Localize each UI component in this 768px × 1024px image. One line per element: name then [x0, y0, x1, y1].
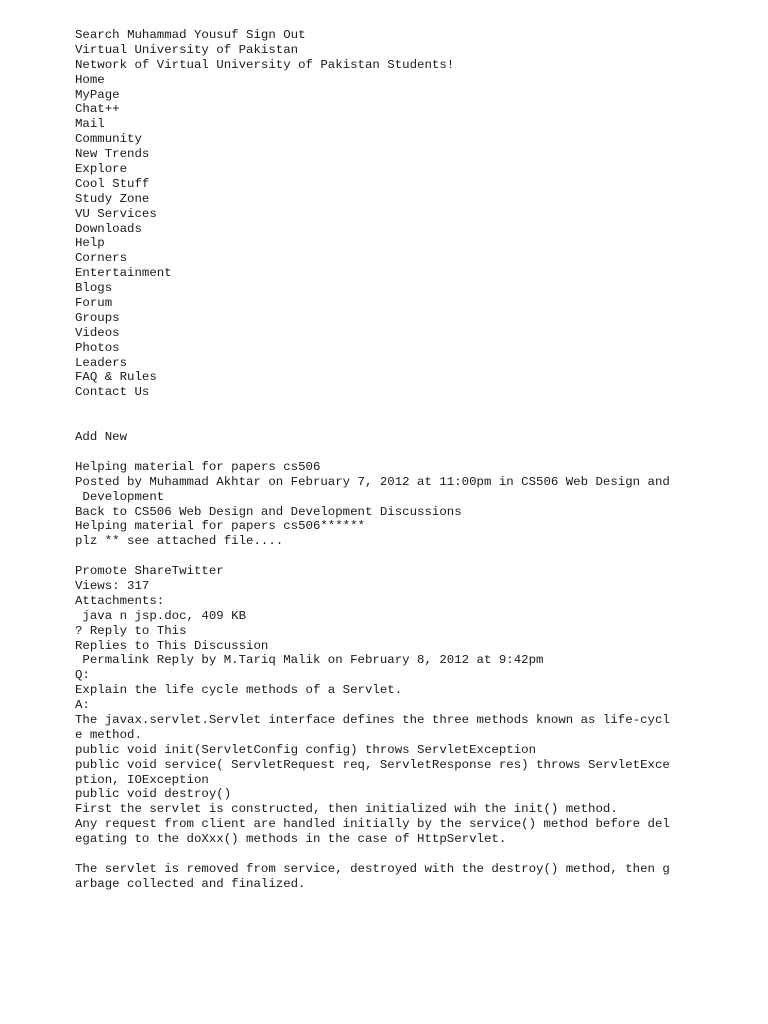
- post-byline-continued: Development: [75, 489, 165, 504]
- nav-item-blogs[interactable]: Blogs: [75, 281, 113, 296]
- nav-item-explore[interactable]: Explore: [75, 162, 128, 177]
- post-byline: Posted by Muhammad Akhtar on February 7, 2012 at 11:00pm in CS506 Web Design and: [75, 474, 670, 489]
- nav-item-photos[interactable]: Photos: [75, 340, 120, 355]
- nav-item-corners[interactable]: Corners: [75, 251, 128, 266]
- add-new-link[interactable]: Add New: [75, 430, 128, 445]
- reply-to-this-link[interactable]: ? Reply to This: [75, 623, 187, 638]
- replies-heading: Replies to This Discussion: [75, 638, 269, 653]
- reply-line: The javax.servlet.Servlet interface defines the three methods known as life-cycl: [75, 712, 670, 727]
- site-tagline: Network of Virtual University of Pakistan Students!: [75, 57, 455, 72]
- reply-line: [75, 847, 685, 862]
- post-meta: [75, 564, 685, 653]
- post-body-title: Helping material for papers cs506******: [75, 519, 365, 534]
- nav-item-mail[interactable]: Mail: [75, 117, 105, 132]
- nav-item-leaders[interactable]: Leaders: [75, 355, 128, 370]
- nav-item-contact-us[interactable]: Contact Us: [75, 385, 150, 400]
- reply-line: A:: [75, 698, 90, 713]
- search-link[interactable]: Search: [75, 28, 120, 42]
- nav-item-downloads[interactable]: Downloads: [75, 221, 142, 236]
- post-title: Helping material for papers cs506: [75, 459, 321, 474]
- reply-line: arbage collected and finalized.: [75, 876, 306, 891]
- main-nav: [75, 73, 685, 401]
- attachment-file-link[interactable]: java n jsp.doc, 409 KB: [75, 608, 247, 623]
- nav-item-entertainment[interactable]: Entertainment: [75, 266, 172, 281]
- reply-line: The servlet is removed from service, destroyed with the destroy() method, then g: [75, 861, 670, 876]
- nav-item-new-trends[interactable]: New Trends: [75, 147, 150, 162]
- site-title[interactable]: Virtual University of Pakistan: [75, 42, 299, 57]
- reply-line: First the servlet is constructed, then initialized wih the init() method.: [75, 802, 618, 817]
- discussion-post: [75, 460, 685, 549]
- nav-item-faq-rules[interactable]: FAQ & Rules: [75, 370, 157, 385]
- spacer: [75, 400, 685, 415]
- nav-item-cool-stuff[interactable]: Cool Stuff: [75, 176, 150, 191]
- user-name-link[interactable]: Muhammad Yousuf: [127, 28, 239, 42]
- page-document: [75, 28, 685, 892]
- reply-permalink-line[interactable]: Permalink Reply by M.Tariq Malik on February 8, 2012 at 9:42pm: [75, 653, 544, 668]
- reply-line: e method.: [75, 727, 142, 742]
- reply-line: public void destroy(): [75, 787, 232, 802]
- nav-item-mypage[interactable]: MyPage: [75, 87, 120, 102]
- nav-item-vu-services[interactable]: VU Services: [75, 206, 157, 221]
- sign-out-link[interactable]: Sign Out: [246, 28, 306, 42]
- nav-item-forum[interactable]: Forum: [75, 296, 113, 311]
- nav-item-videos[interactable]: Videos: [75, 325, 120, 340]
- nav-item-community[interactable]: Community: [75, 132, 142, 147]
- post-body-text: plz ** see attached file....: [75, 534, 284, 549]
- nav-item-home[interactable]: Home: [75, 72, 105, 87]
- promote-share-twitter[interactable]: Promote ShareTwitter: [75, 564, 224, 579]
- attachments-label: Attachments:: [75, 593, 165, 608]
- back-to-discussions-link[interactable]: Back to CS506 Web Design and Development Discussions: [75, 504, 462, 519]
- reply-line: public void service( ServletRequest req, ServletResponse res) throws ServletExce: [75, 757, 670, 772]
- reply-line: ption, IOException: [75, 772, 209, 787]
- nav-item-help[interactable]: Help: [75, 236, 105, 251]
- nav-item-chat[interactable]: Chat++: [75, 102, 120, 117]
- nav-item-study-zone[interactable]: Study Zone: [75, 191, 150, 206]
- reply-line: public void init(ServletConfig config) throws ServletException: [75, 742, 537, 757]
- spacer: [75, 445, 685, 460]
- spacer: [75, 549, 685, 564]
- reply-line: Q:: [75, 668, 90, 683]
- nav-item-groups[interactable]: Groups: [75, 310, 120, 325]
- reply-line: egating to the doXxx() methods in the case of HttpServlet.: [75, 832, 507, 847]
- views-count: Views: 317: [75, 578, 150, 593]
- spacer: [75, 415, 685, 430]
- reply-line: Any request from client are handled initially by the service() method before del: [75, 817, 670, 832]
- top-bar: [75, 28, 685, 43]
- reply-line: Explain the life cycle methods of a Servlet.: [75, 683, 403, 698]
- reply-item: [75, 653, 685, 891]
